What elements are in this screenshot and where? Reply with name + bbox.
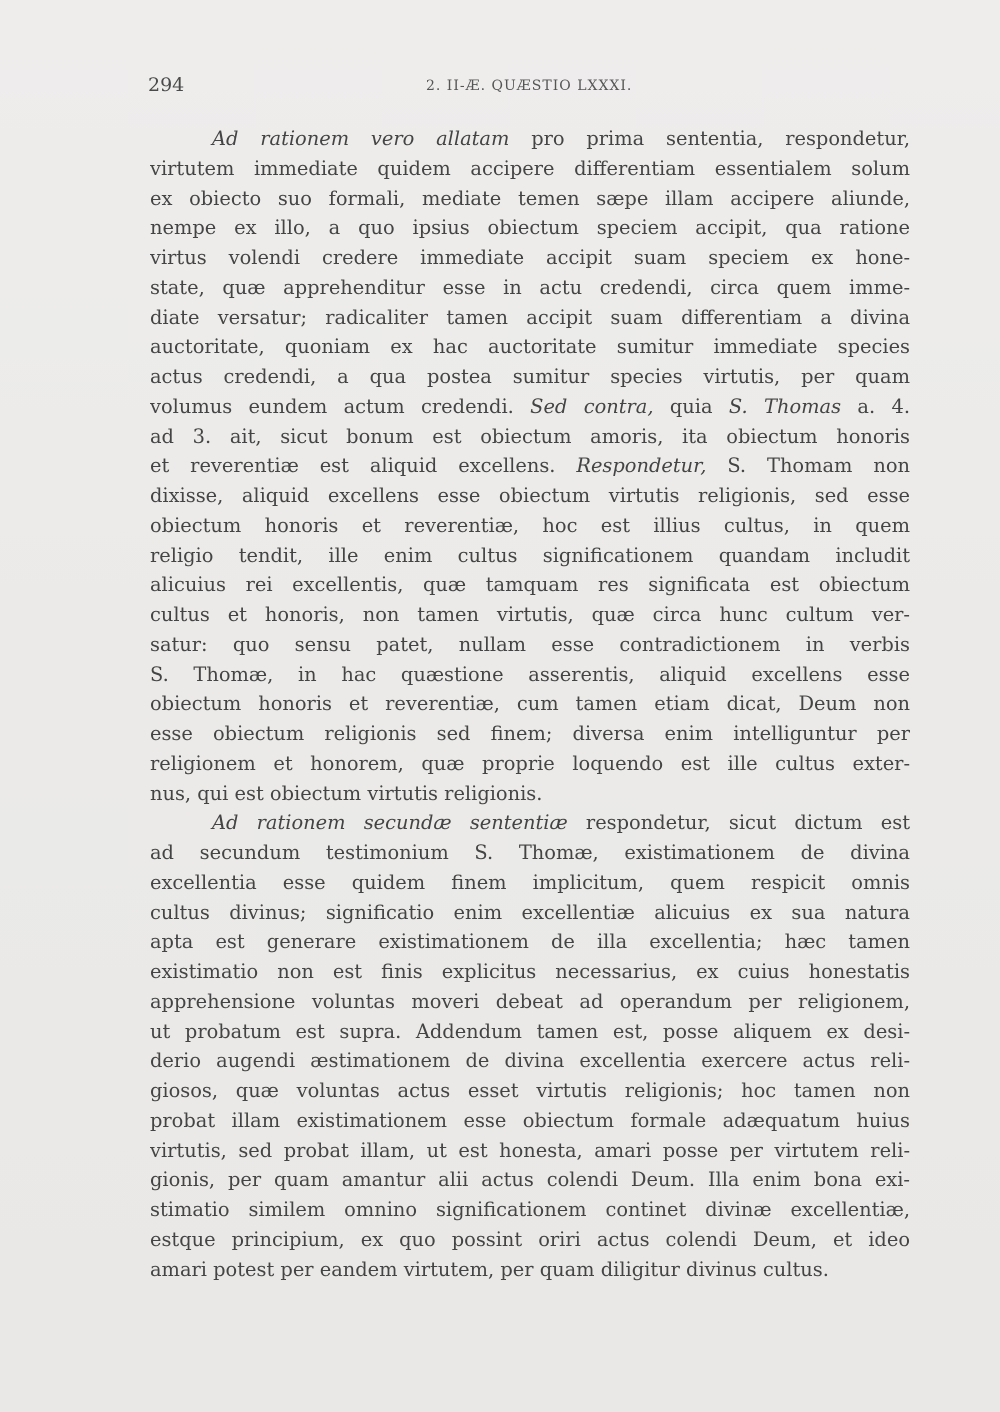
text-line: obiectum honoris et reverentiæ, hoc est illius cultus, in quem bbox=[150, 513, 910, 537]
text-line: actus credendi, a qua postea sumitur species virtutis, per quam bbox=[150, 365, 910, 388]
text-line: ex obiecto suo formali, mediate temen sæpe illam accipere aliunde, bbox=[150, 186, 910, 210]
italic-phrase: Ad rationem secundæ sententiæ bbox=[212, 811, 568, 835]
text-line: virtus volendi credere immediate accipit suam speciem ex hone- bbox=[150, 246, 910, 269]
text-line: estque principium, ex quo possint oriri actus colendi Deum, et ideo bbox=[150, 1227, 910, 1251]
text-line: cultus divinus; significatio enim excellentiæ alicuius ex sua natura bbox=[150, 900, 910, 924]
text-span: pro prima sententia, respondetur, bbox=[509, 127, 910, 150]
paragraph-1 bbox=[150, 124, 910, 808]
text-line bbox=[150, 451, 910, 481]
page-number: 294 bbox=[148, 74, 185, 96]
text-line: virtutis, sed probat illam, ut est honesta, amari posse per virtutem reli- bbox=[150, 1138, 910, 1162]
text-line: probat illam existimationem esse obiectum formale adæquatum huius bbox=[150, 1108, 910, 1132]
text-line: alicuius rei excellentis, quæ tamquam res significata est obiectum bbox=[150, 573, 910, 597]
text-line: obiectum honoris et reverentiæ, cum tamen etiam dicat, Deum non bbox=[150, 692, 910, 716]
text-line: esse obiectum religionis sed finem; diversa enim intelliguntur per bbox=[150, 722, 910, 745]
italic-phrase: Ad rationem vero allatam bbox=[212, 127, 510, 150]
italic-phrase: Respondetur, bbox=[576, 454, 707, 478]
text-span: respondetur, sicut dictum est bbox=[567, 811, 910, 835]
text-line: derio augendi æstimationem de divina excellentia exercere actus reli- bbox=[150, 1049, 910, 1073]
running-head bbox=[148, 74, 910, 100]
text-line: ad secundum testimonium S. Thomæ, existimationem de divina bbox=[150, 841, 910, 864]
text-line: gionis, per quam amantur alii actus colendi Deum. Illa enim bona exi- bbox=[150, 1168, 910, 1192]
text-span: quia bbox=[653, 394, 729, 418]
text-line: S. Thomæ, in hac quæstione asserentis, aliquid excellens esse bbox=[150, 662, 910, 686]
text-line: ad 3. ait, sicut bonum est obiectum amoris, ita obiectum honoris bbox=[150, 424, 910, 448]
text-span: a. 4. bbox=[841, 394, 910, 418]
text-line bbox=[150, 392, 910, 422]
text-line: apta est generare existimationem de illa excellentia; hæc tamen bbox=[150, 930, 910, 954]
text-line: virtutem immediate quidem accipere differentiam essentialem solum bbox=[150, 156, 910, 180]
text-line: auctoritate, quoniam ex hac auctoritate sumitur immediate species bbox=[150, 335, 910, 359]
text-span: S. Thomam non bbox=[706, 454, 910, 478]
text-line: state, quæ apprehenditur esse in actu credendi, circa quem imme- bbox=[150, 275, 910, 299]
text-line: ut probatum est supra. Addendum tamen est, posse aliquem ex desi- bbox=[150, 1019, 910, 1043]
text-line bbox=[150, 124, 910, 154]
text-line: nus, qui est obiectum virtutis religionis. bbox=[150, 781, 543, 805]
text-line: religionem et honorem, quæ proprie loquendo est ille cultus exter- bbox=[150, 751, 910, 775]
text-line: excellentia esse quidem finem implicitum, quem respicit omnis bbox=[150, 870, 910, 894]
text-line: existimatio non est finis explicitus necessarius, ex cuius honestatis bbox=[150, 960, 910, 983]
text-line: dixisse, aliquid excellens esse obiectum virtutis religionis, sed esse bbox=[150, 484, 910, 507]
text-line: apprehensione voluntas moveri debeat ad operandum per religionem, bbox=[150, 989, 910, 1013]
text-line: giosos, quæ voluntas actus esset virtutis religionis; hoc tamen non bbox=[150, 1079, 910, 1102]
running-title: 2. II-Æ. QUÆSTIO LXXXI. bbox=[426, 78, 633, 94]
body-text bbox=[150, 124, 910, 1284]
italic-phrase: Sed contra, bbox=[530, 394, 654, 418]
text-line: cultus et honoris, non tamen virtutis, quæ circa hunc cultum ver- bbox=[150, 603, 910, 626]
text-line: religio tendit, ille enim cultus significationem quandam includit bbox=[150, 543, 910, 567]
text-line: stimatio similem omnino significationem continet divinæ excellentiæ, bbox=[150, 1198, 910, 1221]
text-span: volumus eundem actum credendi. bbox=[150, 394, 531, 418]
italic-phrase: S. Thomas bbox=[728, 394, 842, 418]
paragraph-2 bbox=[150, 808, 910, 1284]
text-line bbox=[150, 808, 910, 838]
text-span: et reverentiæ est aliquid excellens. bbox=[150, 454, 577, 478]
text-line: satur: quo sensu patet, nullam esse contradictionem in verbis bbox=[150, 632, 910, 656]
text-line: diate versatur; radicaliter tamen accipit suam differentiam a divina bbox=[150, 305, 910, 329]
text-line: nempe ex illo, a quo ipsius obiectum speciem accipit, qua ratione bbox=[150, 216, 910, 240]
text-line: amari potest per eandem virtutem, per quam diligitur divinus cultus. bbox=[150, 1257, 829, 1281]
